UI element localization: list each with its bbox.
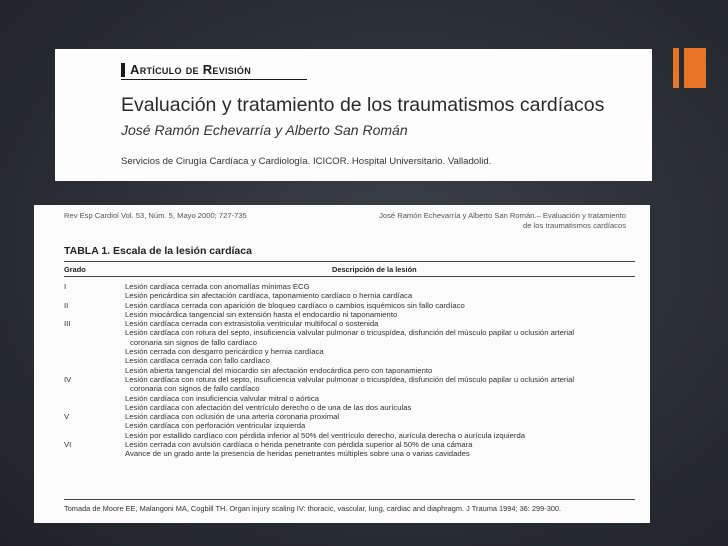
table-row <box>64 412 635 421</box>
grade-cell: IV <box>64 374 72 384</box>
article-title: Evaluación y tratamiento de los traumatismos cardíacos <box>121 94 605 116</box>
description-cell: Lesión cardíaca con oclusión de una arteria coronaria proximal <box>125 412 340 422</box>
running-head-line-2: de los traumatismos cardíacos <box>523 220 626 230</box>
accent-bar-thick <box>684 48 706 88</box>
table-row <box>64 301 635 310</box>
table-row <box>64 375 635 394</box>
table-bottom-rule <box>64 499 635 500</box>
running-head-line-1: José Ramón Echevarría y Alberto San Román.– Evaluación y tratamiento <box>379 211 626 220</box>
table-row <box>64 421 635 430</box>
table-row <box>64 310 635 319</box>
table-row <box>64 366 635 375</box>
description-cell: Lesión cardíaca cerrada con anomalías mínimas ECG <box>125 282 310 291</box>
running-head <box>326 211 626 230</box>
table-row <box>64 328 635 347</box>
table-header-rule <box>64 276 635 277</box>
description-cell: Lesión cerrada con desgarro pericárdico y hernia cardíaca <box>125 347 324 357</box>
journal-citation: Rev Esp Cardiol Vol. 53, Núm. 5, Mayo 2000; 727-735 <box>64 211 247 220</box>
table-row <box>64 431 635 440</box>
description-cell: Lesión miocárdica tangencial sin extensión hasta el endocardio ni taponamiento <box>125 309 398 319</box>
table-row <box>64 282 635 291</box>
article-affiliation: Servicios de Cirugía Cardíaca y Cardiología. ICICOR. Hospital Universitario. Valladolid. <box>121 156 492 167</box>
grade-cell: III <box>64 319 71 329</box>
description-cell: Lesión cardíaca cerrada con aparición de bloqueo cardíaco o cambios isquémicos sin fallo cardíaco <box>125 300 465 310</box>
table-row <box>64 403 635 412</box>
description-cell-continuation: coronaria sin signos de fallo cardíaco <box>130 337 257 347</box>
article-kicker: Artículo de Revisión <box>121 63 251 77</box>
table-row <box>64 440 635 449</box>
article-header-image <box>55 49 652 181</box>
grade-cell: V <box>64 412 70 422</box>
description-cell: Lesión cardíaca con perforación ventricular izquierda <box>125 421 306 431</box>
table-row <box>64 291 635 300</box>
description-cell: Avance de un grado ante la presencia de heridas penetrantes múltiples sobre una o varias cavidades <box>125 449 470 459</box>
description-cell: Lesión cardíaca con rotura del septo, insuficiencia valvular pulmonar o tricuspídea, disfunción del músculo papilar u oclusión arterial <box>125 374 575 384</box>
column-header-grado: Grado <box>64 265 86 274</box>
table-top-rule <box>64 261 635 262</box>
description-cell: Lesión cardíaca cerrada con fallo cardíaco <box>125 356 270 366</box>
description-cell: Lesión abierta tangencial del miocardio sin afectación endocárdica pero con taponamiento <box>125 365 433 375</box>
table-source-note: Tomada de Moore EE, Malangoni MA, Cogbill TH. Organ injury scaling IV: thoracic, vascular, lung, cardiac and diaphragm. J Trauma 1994; 36: 299-300. <box>64 504 562 513</box>
description-cell: Lesión cardíaca con afectación del ventrículo derecho o de una de las dos aurículas <box>125 402 412 412</box>
article-authors: José Ramón Echevarría y Alberto San Román <box>121 122 408 138</box>
grade-cell: VI <box>64 440 72 450</box>
table-row <box>64 347 635 356</box>
description-cell-continuation: coronaria con signos de fallo cardíaco <box>130 384 260 394</box>
table-label: TABLA 1. Escala de la lesión cardíaca <box>64 245 252 257</box>
table-row <box>64 319 635 328</box>
grade-cell: I <box>64 282 67 291</box>
description-cell: Lesión pericárdica sin afectación cardíaca, taponamiento cardíaco o hernia cardíaca <box>125 291 413 301</box>
grade-cell: II <box>64 300 69 310</box>
description-cell: Lesión cardíaca con insuficiencia valvular mitral o aórtica <box>125 393 319 403</box>
kicker-rule <box>121 79 307 80</box>
table-row <box>64 356 635 365</box>
description-cell: Lesión cerrada con avulsión cardíaca o herida penetrante con pérdida superior al 50% de una cámara <box>125 440 473 450</box>
table-body <box>64 282 635 459</box>
description-cell: Lesión por estallido cardíaco con pérdida inferior al 50% del ventrículo derecho, aurícula derecha o aurícula izquierda <box>125 430 525 440</box>
table-row <box>64 394 635 403</box>
description-cell: Lesión cardíaca con rotura del septo, insuficiencia valvular pulmonar o tricuspídea, disfunción del músculo papilar u oclusión arterial <box>125 328 575 338</box>
table-row <box>64 449 635 458</box>
table-page-image <box>34 205 650 523</box>
column-header-description: Descripción de la lesión <box>332 265 417 274</box>
accent-bar-thin <box>673 48 679 88</box>
description-cell: Lesión cardíaca cerrada con extrasistolia ventricular multifocal o sostenida <box>125 319 379 329</box>
